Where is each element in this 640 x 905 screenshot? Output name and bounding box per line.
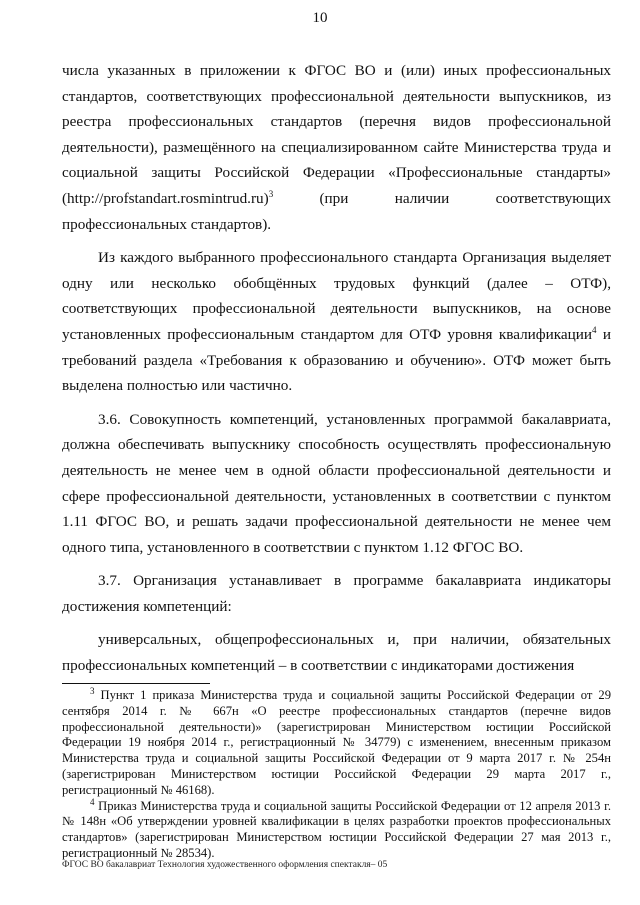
footnote-ref-4[interactable]: 4: [592, 324, 597, 335]
footnote-mark: 4: [90, 796, 95, 807]
footnote-text: Приказ Министерства труда и социальной защиты Российской Федерации от 12 апреля 2013 г. № 148н «Об утверждении уровней квалификации в целях разработки проектов профессиональных стандартов» (зарегистрирован Министерством юстиции Российской Федерации 27 мая 2013 г., регистрационный № 28534).: [62, 798, 611, 860]
paragraph-text: (при наличии соответствующих профессиональных стандартов).: [62, 189, 611, 233]
paragraph-3-7: 3.7. Организация устанавливает в программе бакалавриата индикаторы достижения компетенций:: [62, 572, 611, 615]
footnotes: [62, 685, 611, 862]
paragraph-indicators: универсальных, общепрофессиональных и, при наличии, обязательных профессиональных компетенций – в соответствии с индикаторами достижения: [62, 631, 611, 675]
paragraph-text: числа указанных в приложении к ФГОС ВО и (или) иных профессиональных стандартов, соответствующих профессиональной деятельности выпускников, из реестра профессиональных стандартов (перечня видов профессиональной деятельности), размещённого на специализированном сайте Министерства труда и социальной защиты Российской Федерации «Профессиональные стандарты» (http://profstandart.rosmintrud.ru): [62, 62, 611, 207]
footnote-4: [62, 796, 611, 862]
paragraph-text: Из каждого выбранного профессионального стандарта Организация выделяет одну или несколько обобщённых трудовых функций (далее – ОТФ), соответствующих профессиональной деятельности выпускников, на основе установленных профессиональным стандартом для ОТФ уровня квалификации: [62, 249, 611, 343]
footnote-mark: 3: [90, 685, 95, 696]
footnote-divider: [62, 683, 210, 684]
footnote-3: [62, 685, 611, 799]
paragraph-text: и требований раздела «Требования к образованию и обучению». ОТФ может быть выделена полностью или частично.: [62, 325, 611, 395]
main-text: [62, 58, 611, 687]
page-number: 10: [312, 10, 328, 26]
footnote-text: Пункт 1 приказа Министерства труда и социальной защиты Российской Федерации от 29 сентября 2014 г. № 667н «О реестре профессиональных стандартов (перечне видов профессиональной деятельности)» (зарегистрирован Министерством юстиции Российской Федерации 19 ноября 2014 г., регистрационный № 34779) с изменением, внесенным приказом Министерства труда и социальной защиты Российской Федерации от 9 марта 2017 г. № 254н (зарегистрирован Министерством юстиции Российской Федерации 29 марта 2017 г., регистрационный № 46168).: [62, 688, 611, 797]
paragraph-3-6: 3.6. Совокупность компетенций, установленных программой бакалавриата, должна обеспечивать выпускнику способность осуществлять профессиональную деятельность не менее чем в одной области профессиональной деятельности и сфере профессиональной деятельности, установленных в соответствии с пунктом 1.11 ФГОС ВО, и решать задачи профессиональной деятельности не менее чем одного типа, установленного в соответствии с пунктом 1.12 ФГОС ВО.: [62, 410, 611, 556]
footnote-ref-3[interactable]: 3: [268, 188, 274, 199]
paragraph-otf: [62, 245, 611, 399]
paragraph-continuation: [62, 58, 611, 237]
page-footer: ФГОС ВО бакалавриат Технология художественного оформления спектакля– 05: [62, 860, 388, 870]
